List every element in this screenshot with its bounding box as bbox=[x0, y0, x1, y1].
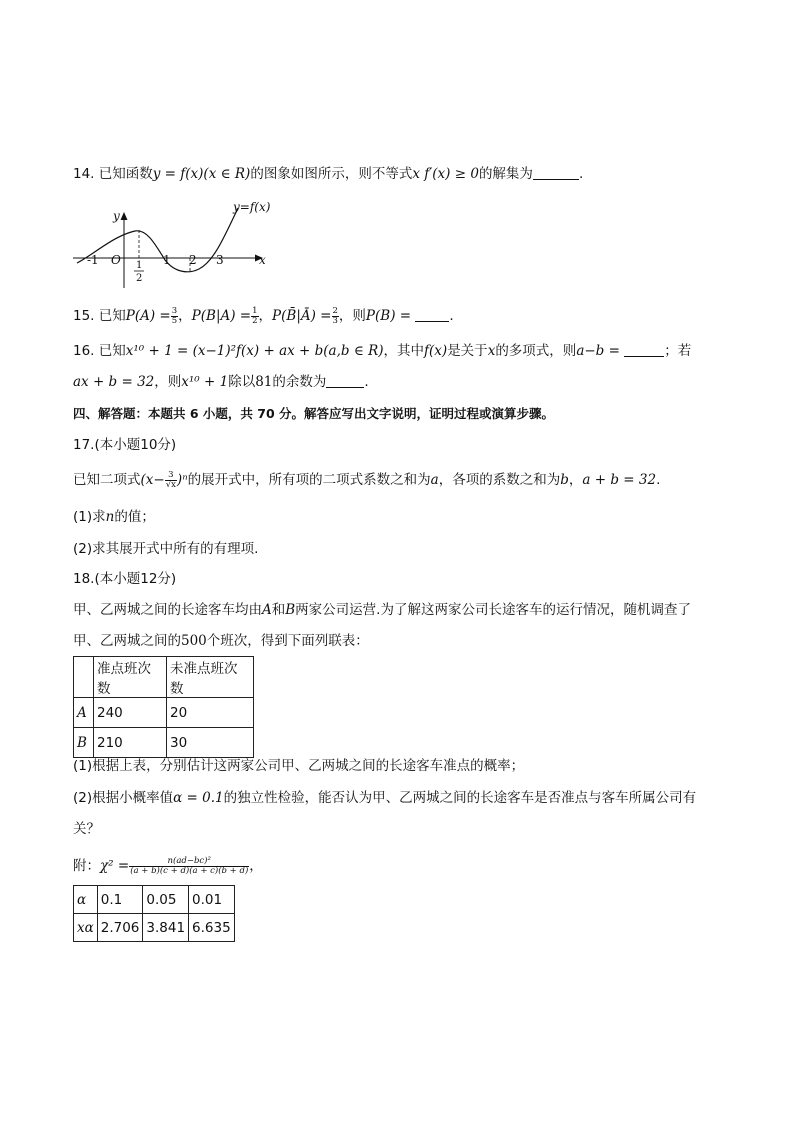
table-header-cell: 未准点班次数 bbox=[167, 657, 254, 698]
q17-end: . bbox=[656, 472, 661, 488]
q18-part-1: (1)根据上表，分别估计这两家公司甲、乙两城之间的长途客车准点的概率； bbox=[73, 758, 525, 774]
table-row bbox=[74, 657, 254, 698]
q14-ineq: x f′(x) ≥ 0 bbox=[412, 166, 479, 182]
x-axis-label: x bbox=[259, 253, 266, 267]
q17-line-1 bbox=[73, 470, 660, 490]
q18-line-2 bbox=[73, 631, 369, 651]
q17-p1-suffix: 的值； bbox=[114, 509, 155, 525]
y-axis-arrow bbox=[121, 212, 128, 220]
table-row bbox=[74, 914, 235, 942]
tick-1: 1 bbox=[163, 253, 171, 267]
tick-2: 2 bbox=[189, 253, 197, 267]
table-cell: α bbox=[74, 886, 98, 914]
q16-divide: 除以 bbox=[228, 374, 256, 390]
q15-pba-den: 2 bbox=[252, 315, 258, 326]
q18-p2-prefix: (2)根据小概率值 bbox=[73, 790, 174, 806]
table-cell bbox=[74, 657, 94, 698]
q14-prefix: 14. 已知函数 bbox=[73, 166, 153, 182]
q15-pnb: P(B̄|Ā) = bbox=[272, 308, 332, 324]
q17-header: 17.(本小题10分) bbox=[73, 437, 177, 453]
q18-formula-den: (a + b)(c + d)(a + c)(b + d) bbox=[130, 865, 249, 876]
q17-part-1 bbox=[73, 507, 155, 527]
curve-label: y=f(x) bbox=[233, 200, 271, 214]
q17-part-2: (2)求其展开式中所有的有理项. bbox=[73, 541, 259, 557]
q18-fu-prefix: 附： bbox=[73, 858, 100, 874]
q16-mid3: 的多项式，则 bbox=[495, 343, 577, 359]
q16-line-1 bbox=[73, 341, 691, 361]
table-header-cell: 准点班次数 bbox=[94, 657, 167, 698]
table-cell: xα bbox=[74, 914, 98, 942]
q16-x: x bbox=[487, 343, 496, 359]
q17-binom-num: 3 bbox=[165, 471, 177, 481]
contingency-table bbox=[73, 656, 254, 758]
table-cell: 240 bbox=[94, 698, 167, 728]
function-curve bbox=[77, 208, 238, 272]
q16-answer-blank-1 bbox=[624, 342, 664, 357]
q15-pa: P(A) = bbox=[125, 308, 171, 324]
q16-mid2: 是关于 bbox=[447, 343, 488, 359]
q14-end: . bbox=[578, 166, 584, 182]
q17-binom-den: √x bbox=[165, 479, 176, 490]
table-cell: 6.635 bbox=[189, 914, 235, 942]
q15-pnb-den: 3 bbox=[332, 315, 338, 326]
origin-label: O bbox=[111, 253, 121, 267]
q16-end-2: . bbox=[364, 374, 369, 390]
q15-pba-num: 1 bbox=[252, 305, 258, 316]
q18-part-2-cont: 关？ bbox=[73, 821, 100, 837]
table-row bbox=[74, 886, 235, 914]
q18-l2-prefix: 甲、乙两城之间的 bbox=[73, 633, 181, 649]
q17-p1-n: n bbox=[105, 509, 115, 525]
q15-end: . bbox=[449, 308, 454, 324]
table-cell: 0.01 bbox=[189, 886, 235, 914]
q16-answer-blank-2 bbox=[326, 373, 364, 388]
q15-pnb-frac bbox=[332, 307, 339, 326]
table-cell: 2.706 bbox=[97, 914, 143, 942]
q15-pb: P(B) = bbox=[365, 308, 412, 324]
tick-half-num: 1 bbox=[136, 260, 143, 271]
q15-pa-num: 3 bbox=[171, 305, 178, 316]
q18-p2-alpha: α = 0.1 bbox=[173, 790, 224, 806]
q17-sep: ， bbox=[568, 472, 583, 488]
q15-sep2: ， bbox=[258, 308, 273, 324]
q15-pba-frac bbox=[251, 307, 258, 326]
q18-prefix: 甲、乙两城之间的长途客车均由 bbox=[73, 602, 262, 618]
function-graph bbox=[73, 200, 283, 292]
tick-3: 3 bbox=[216, 253, 224, 267]
q18-part-2 bbox=[73, 788, 696, 808]
q15-pnb-num: 2 bbox=[332, 305, 338, 316]
q16-end-1: ；若 bbox=[664, 343, 692, 359]
q18-header: 18.(本小题12分) bbox=[73, 571, 177, 587]
q14-suffix: 的解集为 bbox=[478, 166, 533, 182]
q14-mid: 的图象如图所示，则不等式 bbox=[250, 166, 413, 182]
q18-b: B bbox=[285, 602, 296, 618]
q17-p1-prefix: (1)求 bbox=[73, 509, 106, 525]
q15-mid: ，则 bbox=[338, 308, 366, 324]
q18-a: A bbox=[262, 602, 272, 618]
table-cell: B bbox=[74, 728, 94, 758]
q14-line bbox=[73, 164, 583, 184]
q16-line-2 bbox=[73, 372, 369, 392]
q17-binom-a: (x− bbox=[140, 472, 165, 488]
q18-500: 500 bbox=[181, 633, 207, 649]
tick-neg1: -1 bbox=[87, 253, 99, 267]
table-cell: 3.841 bbox=[143, 914, 189, 942]
q15-pba: P(B|A) = bbox=[191, 308, 252, 324]
q15-prefix: 15. 已知 bbox=[73, 308, 126, 324]
q16-remainder: 的余数为 bbox=[272, 374, 327, 390]
q18-chi: χ² = bbox=[100, 858, 130, 874]
q18-l2-suffix: 个班次，得到下面列联表： bbox=[206, 633, 369, 649]
y-axis-label: y bbox=[113, 209, 120, 223]
q17-b: b bbox=[560, 472, 569, 488]
q16-x10-plus-1: x¹⁰ + 1 bbox=[181, 374, 229, 390]
q14-answer-blank bbox=[533, 165, 579, 180]
q17-eq: a + b = 32 bbox=[582, 472, 657, 488]
section-heading: 四、解答题：本题共 6 小题，共 70 分。解答应写出文字说明，证明过程或演算步骤。 bbox=[73, 406, 555, 421]
q16-a-minus-b: a−b = bbox=[576, 343, 620, 359]
q18-line-1 bbox=[73, 600, 691, 620]
q18-and: 和 bbox=[271, 602, 286, 618]
q18-fu-end: ， bbox=[249, 858, 263, 874]
table-cell: 210 bbox=[94, 728, 167, 758]
q16-fx: f(x) bbox=[424, 343, 448, 359]
q17-prefix: 已知二项式 bbox=[73, 472, 141, 488]
q17-binom-b: )ⁿ bbox=[176, 472, 188, 488]
q16-mid: ，其中 bbox=[383, 343, 425, 359]
q16-ax-plus-b: ax + b = 32 bbox=[73, 374, 155, 390]
q17-binom-frac bbox=[165, 471, 177, 490]
q16-equation: x¹⁰ + 1 = (x−1)²f(x) + ax + b(a,b ∈ R) bbox=[125, 343, 384, 359]
q15-sep1: ， bbox=[178, 308, 192, 324]
table-cell: A bbox=[74, 698, 94, 728]
table-cell: 20 bbox=[167, 698, 254, 728]
q18-formula-frac bbox=[129, 857, 249, 876]
q18-suffix: 两家公司运营.为了解这两家公司长途客车的运行情况，随机调查了 bbox=[295, 602, 691, 618]
q17-mid2: ，各项的系数之和为 bbox=[438, 472, 561, 488]
table-cell: 0.1 bbox=[97, 886, 143, 914]
q14-func: y = f(x)(x ∈ R) bbox=[152, 166, 251, 182]
table-cell: 0.05 bbox=[143, 886, 189, 914]
q17-a: a bbox=[430, 472, 439, 488]
q15-line bbox=[73, 306, 454, 326]
q16-81: 81 bbox=[255, 374, 273, 390]
table-row bbox=[74, 728, 254, 758]
q16-mid-2: ，则 bbox=[154, 374, 182, 390]
q15-answer-blank bbox=[415, 307, 449, 322]
table-row bbox=[74, 698, 254, 728]
q18-formula bbox=[73, 856, 263, 876]
q15-pa-den: 5 bbox=[171, 315, 178, 326]
q16-prefix: 16. 已知 bbox=[73, 343, 126, 359]
tick-half-den: 2 bbox=[136, 273, 143, 284]
critical-value-table bbox=[73, 885, 235, 942]
q18-formula-num: n(ad−bc)² bbox=[129, 857, 249, 867]
q18-p2-suffix: 的独立性检验，能否认为甲、乙两城之间的长途客车是否准点与客车所属公司有 bbox=[223, 790, 697, 806]
table-cell: 30 bbox=[167, 728, 254, 758]
q17-mid: 的展开式中，所有项的二项式系数之和为 bbox=[187, 472, 431, 488]
